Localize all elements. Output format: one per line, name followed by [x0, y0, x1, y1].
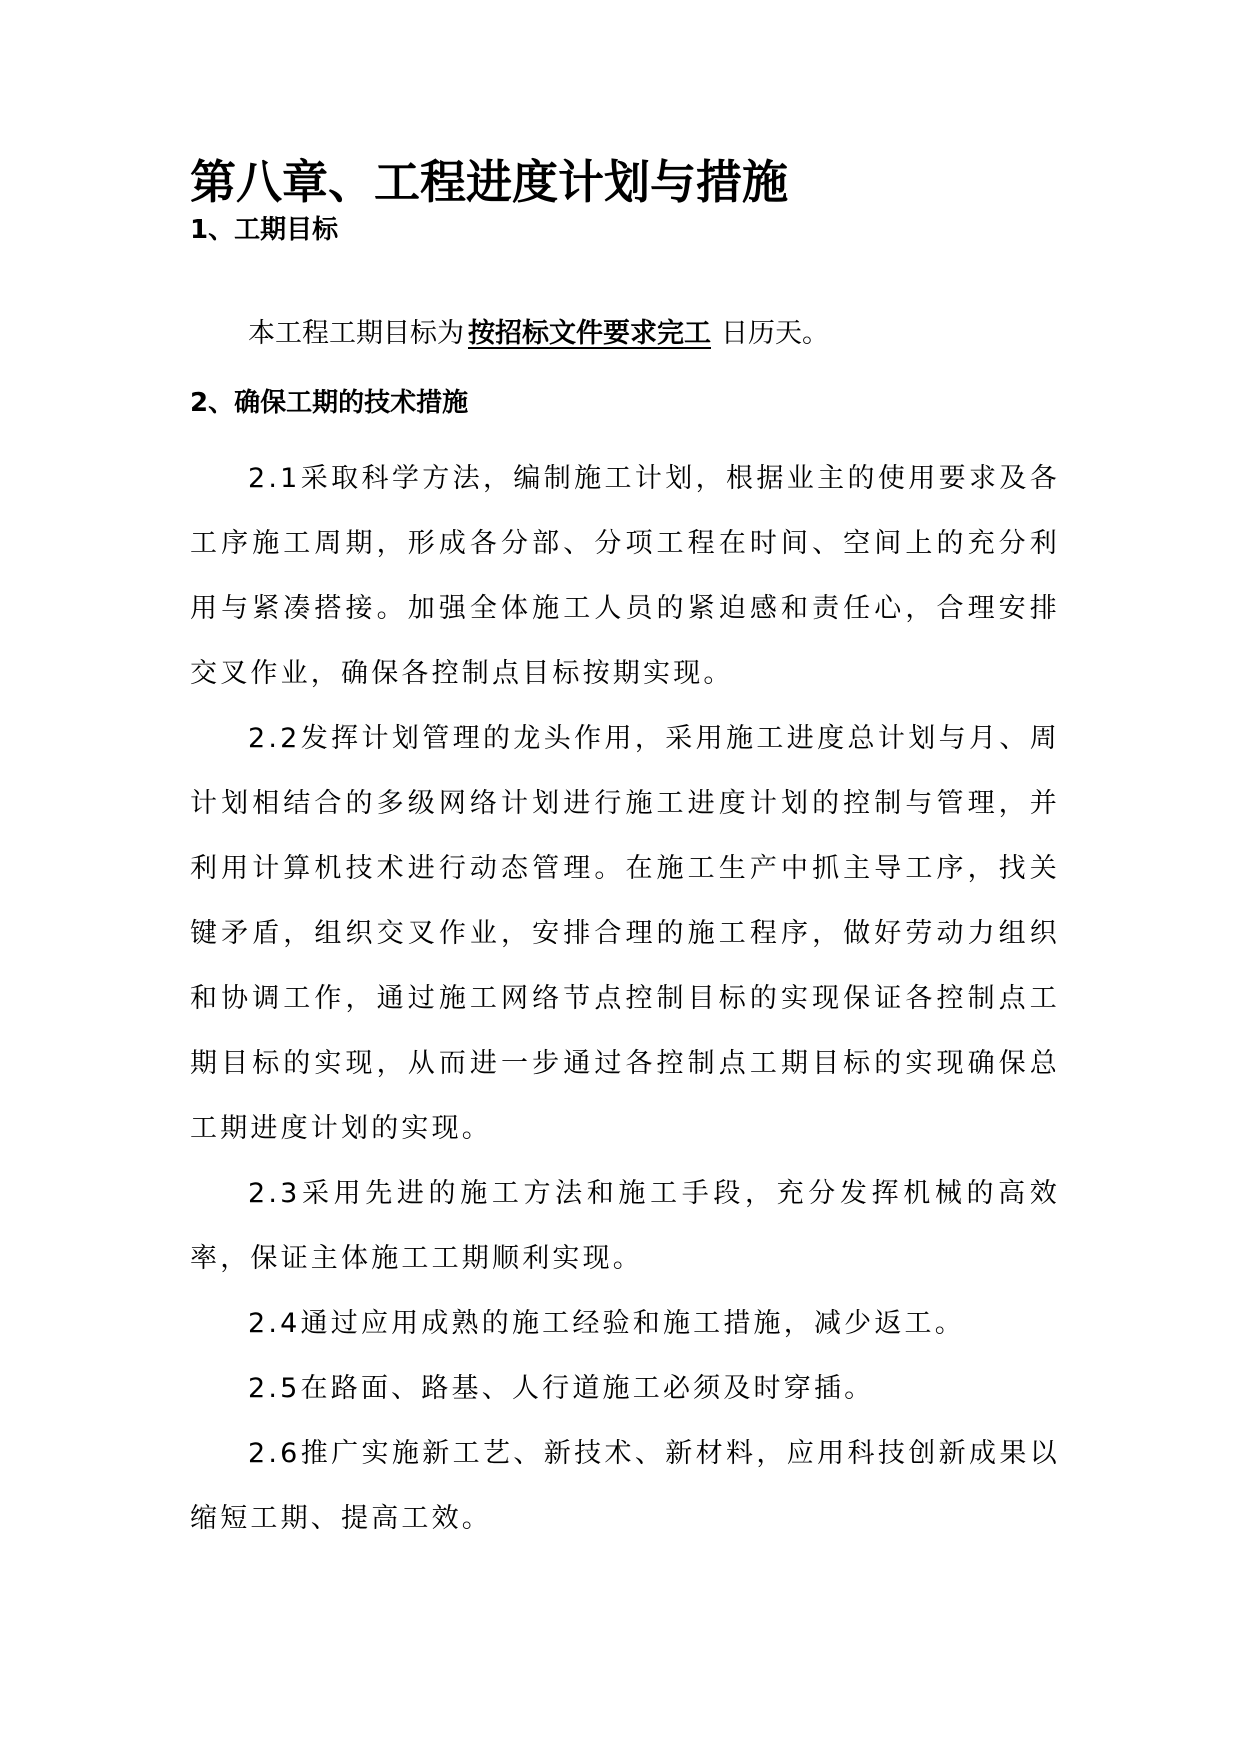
chapter-title: 第八章、工程进度计划与措施 — [190, 155, 788, 209]
measure-item-2-4: 2.4通过应用成熟的施工经验和施工措施，减少返工。 — [248, 1308, 965, 1339]
schedule-goal-statement — [248, 314, 829, 354]
measure-item-2-3: 2.3采用先进的施工方法和施工手段，充分发挥机械的高效率，保证主体施工工期顺利实现。 — [190, 1178, 1060, 1274]
measure-item-2-5: 2.5在路面、路基、人行道施工必须及时穿插。 — [248, 1373, 875, 1404]
measure-item-2-6: 2.6推广实施新工艺、新技术、新材料，应用科技创新成果以缩短工期、提高工效。 — [190, 1438, 1060, 1534]
measure-item-2-1: 2.1采取科学方法，编制施工计划，根据业主的使用要求及各工序施工周期，形成各分部、分项工程在时间、空间上的充分利用与紧凑搭接。加强全体施工人员的紧迫感和责任心，合理安排交叉作业，确保各控制点目标按期实现。 — [190, 463, 1060, 689]
goal-suffix: 日历天。 — [721, 318, 829, 349]
measure-item-2-2: 2.2发挥计划管理的龙头作用，采用施工进度总计划与月、周计划相结合的多级网络计划进行施工进度计划的控制与管理，并利用计算机技术进行动态管理。在施工生产中抓主导工序，找关键矛盾，组织交叉作业，安排合理的施工程序，做好劳动力组织和协调工作，通过施工网络节点控制目标的实现保证各控制点工期目标的实现，从而进一步通过各控制点工期目标的实现确保总工期进度计划的实现。 — [190, 723, 1060, 1144]
goal-prefix: 本工程工期目标为 — [248, 318, 464, 349]
section-heading-schedule-goal: 1、工期目标 — [190, 215, 339, 245]
section-heading-technical-measures: 2、确保工期的技术措施 — [190, 388, 469, 418]
goal-value: 按招标文件要求完工 — [468, 318, 711, 349]
